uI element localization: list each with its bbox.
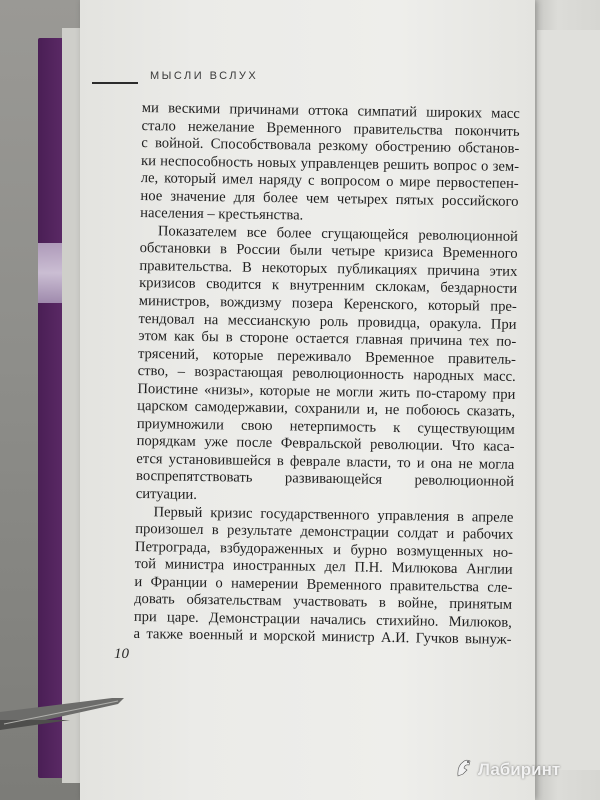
text-line: порядкам уже после Февральской революции. Что каса- — [136, 433, 515, 456]
text-line: воспрепятствовать развивающейся революционной — [135, 468, 515, 491]
page-number: 10 — [114, 646, 129, 662]
text-line: ситуации. — [135, 485, 198, 503]
text-line: при царе. Демонстрации начались стихийно. Милюков, — [133, 608, 512, 631]
text-line: обстановки в России были четыре кризиса Временного — [139, 240, 518, 263]
text-line: ки неспособность новых управленцев решить вопрос о зем- — [140, 152, 520, 175]
text-line: правительства. В некоторых публикациях причина этих — [139, 257, 518, 280]
text-line: и Франции о намерении Временного правительства сле- — [134, 573, 513, 596]
header-rule — [92, 82, 138, 84]
text-line: а также военный и морской министр А.И. Гучков вынуж- — [133, 626, 512, 649]
body-text — [133, 100, 519, 650]
running-header — [92, 62, 292, 92]
text-line: Показателем все более сгущающейся революционной — [157, 223, 519, 245]
text-line: министров, вождизму позера Керенского, который пре- — [138, 292, 517, 315]
text-line: ство, – возрастающая революционность народных масс. — [137, 363, 516, 386]
watermark-text: Лабиринт — [478, 760, 561, 779]
text-line: ми вескими причинами оттока симпатий широких масс — [141, 100, 520, 122]
text-line: ется установившейся в феврале власти, то и она не могла — [136, 450, 515, 473]
text-line: Петрограда, взбудораженных и бурно возмущенных но- — [134, 538, 514, 561]
text-line: ле, который имел наряду с вопросом о мире первостепен- — [140, 170, 519, 193]
running-title: МЫСЛИ ВСЛУХ — [150, 70, 259, 82]
labirint-logo-icon — [454, 756, 476, 780]
text-line: населения – крестьянства. — [140, 205, 304, 224]
text-line: довать обязательствам участвовать в войне, принятым — [134, 591, 513, 614]
text-line: этом как бы в стороне остается главная причина тех по- — [138, 328, 517, 351]
text-line: царском самодержавии, сохранили и, не побоюсь сказать, — [137, 398, 516, 421]
text-line: приумножили свою нетерпимость к существующим — [136, 415, 515, 438]
text-line: Первый кризис государственного управления в апреле — [153, 503, 514, 526]
text-line: стало нежелание Временного правительства покончить — [141, 117, 520, 140]
text-line: тендовал на мессианскую роль провидца, оракула. При — [138, 310, 517, 333]
text-line: ное значение для более чем четырех пятых российского — [140, 187, 519, 210]
text-line: произошел в результате демонстрации солдат и рабочих — [135, 521, 514, 544]
scissors-blade — [0, 690, 130, 730]
text-line: той министра иностранных дел П.Н. Милюкова Англии — [134, 556, 513, 579]
text-line: Поистине «низы», которые не могли жить по-старому при — [137, 380, 516, 403]
text-line: кризисов сводится к внутренним склокам, бездарности — [138, 275, 518, 298]
text-line: трясений, которые переживало Временное правитель- — [137, 345, 517, 368]
right-page — [537, 30, 600, 770]
text-line: с войной. Способствовала резкому обострению обстанов- — [141, 135, 520, 158]
